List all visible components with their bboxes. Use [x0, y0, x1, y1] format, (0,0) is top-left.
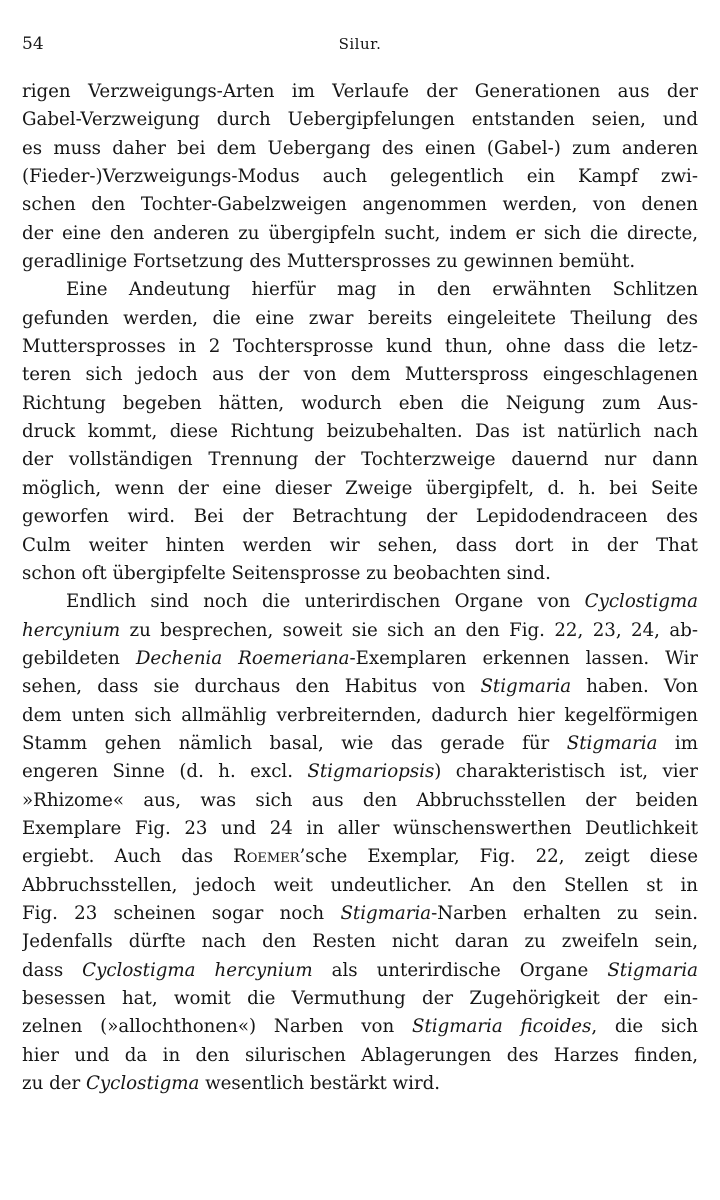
paragraph [22, 588, 698, 1098]
text-line [22, 588, 698, 616]
taxon-name: Cyclostigma hercynium [82, 959, 313, 981]
text-line: möglich, wenn der eine dieser Zweige übergipfelt, d. h. bei Seite [22, 477, 698, 499]
running-title: Silur. [338, 35, 382, 53]
text-run: dass [22, 959, 83, 981]
page-number: 54 [22, 34, 44, 54]
text-line: rigen Verzweigungs-Arten im Verlaufe der Generationen aus der [22, 81, 698, 102]
text-line: hier und da in den silurischen Ablagerungen des Harzes finden, [22, 1044, 698, 1066]
text-line: Culm weiter hinten werden wir sehen, dass dort in der That [22, 534, 698, 556]
body-text [22, 78, 698, 1098]
text-run: -Exemplaren erkennen lassen. Wir [349, 647, 698, 669]
taxon-name: Cyclostigma [85, 1073, 200, 1095]
text-run: zelnen (»allochthonen«) Narben von [22, 1016, 413, 1038]
text-run: im [657, 732, 698, 754]
text-run: -Narben erhalten zu sein. [431, 902, 698, 924]
text-line: schon oft übergipfelte Seitensprosse zu beobachten sind. [22, 562, 551, 584]
author-name: Roemer [233, 846, 300, 868]
taxon-name: Dechenia Roemeriana [135, 647, 350, 669]
taxon-name: Cyclostigma [584, 591, 698, 613]
text-line: besessen hat, womit die Vermuthung der Zugehörigkeit der ein- [22, 988, 698, 1009]
text-line: Jedenfalls dürfte nach den Resten nicht daran zu zweifeln sein, [22, 931, 698, 953]
text-run: wesentlich bestärkt wird. [199, 1073, 441, 1095]
taxon-name: Stigmaria ficoides [412, 1016, 592, 1038]
page-header [22, 26, 698, 70]
text-line [22, 900, 698, 928]
taxon-name: Stigmaria [480, 676, 572, 698]
text-line: Gabel-Verzweigung durch Uebergipfelungen entstanden seien, und [22, 109, 698, 131]
text-line: geworfen wird. Bei der Betrachtung der Lepidodendraceen des [22, 506, 698, 528]
text-run: haben. Von [571, 676, 698, 698]
taxon-name: Stigmaria [340, 902, 432, 924]
text-line: Abbruchsstellen, jedoch weit undeutlicher. An den Stellen st in [22, 874, 698, 896]
text-line: gefunden werden, die eine zwar bereits eingeleitete Theilung des [22, 307, 698, 329]
text-line: es muss daher bei dem Uebergang des einen (Gabel-) zum anderen [22, 137, 698, 159]
text-line: der vollständigen Trennung der Tochterzweige dauernd nur dann [22, 449, 698, 471]
text-run: Fig. 23 scheinen sogar noch [22, 902, 341, 924]
text-run: als unterirdische Organe [312, 959, 608, 981]
text-run: gebildeten [22, 647, 136, 669]
text-line: Muttersprosses in 2 Tochtersprosse kund thun, ohne dass die letz- [22, 336, 698, 358]
text-run: ) charakteristisch ist, vier [434, 761, 698, 783]
taxon-name: hercynium [22, 619, 121, 641]
text-run: sehen, dass sie durchaus den Habitus von [22, 676, 481, 698]
text-run: Stamm gehen nämlich basal, wie das gerade für [22, 732, 567, 754]
taxon-name: Stigmariopsis [307, 761, 435, 783]
text-line: Eine Andeutung hierfür mag in den erwähnten Schlitzen [66, 279, 698, 301]
taxon-name: Stigmaria [607, 959, 698, 981]
text-line: Richtung begeben hätten, wodurch eben die Neigung zum Aus- [22, 392, 698, 414]
paragraph [22, 276, 698, 588]
text-line [22, 673, 698, 701]
text-line [22, 843, 698, 871]
document-page [22, 26, 698, 1098]
text-run: engeren Sinne (d. h. excl. [22, 761, 308, 783]
text-line [22, 1070, 698, 1098]
paragraph [22, 78, 698, 276]
text-line: schen den Tochter-Gabelzweigen angenommen werden, von denen [22, 194, 698, 216]
text-line: (Fieder-)Verzweigungs-Modus auch gelegentlich ein Kampf zwi- [22, 166, 698, 188]
text-line [22, 645, 698, 673]
text-line [22, 1013, 698, 1041]
text-line: dem unten sich allmählig verbreiternden, dadurch hier kegelförmigen [22, 704, 698, 726]
text-line: druck kommt, diese Richtung beizubehalten. Das ist natürlich nach [22, 421, 698, 443]
text-line: »Rhizome« aus, was sich aus den Abbruchsstellen der beiden [22, 789, 698, 811]
text-run: ergiebt. Auch das [22, 846, 234, 868]
taxon-name: Stigmaria [566, 732, 658, 754]
text-run: Endlich sind noch die unterirdischen Organe von [66, 591, 585, 613]
text-run: , die sich [591, 1016, 698, 1038]
text-line: teren sich jedoch aus der von dem Mutterspross eingeschlagenen [22, 364, 698, 386]
text-run: ’sche Exemplar, Fig. 22, zeigt diese [299, 846, 698, 868]
text-line: der eine den anderen zu übergipfeln sucht, indem er sich die directe, [22, 222, 698, 244]
text-line [22, 957, 698, 985]
text-line [22, 617, 698, 645]
text-line: geradlinige Fortsetzung des Muttersprosses zu gewinnen bemüht. [22, 251, 636, 273]
text-line [22, 758, 698, 786]
text-line: Exemplare Fig. 23 und 24 in aller wünschenswerthen Deutlichkeit [22, 817, 698, 839]
text-line [22, 730, 698, 758]
text-run: zu besprechen, soweit sie sich an den Fig. 22, 23, 24, ab- [120, 619, 698, 641]
text-run: zu der [22, 1073, 86, 1095]
